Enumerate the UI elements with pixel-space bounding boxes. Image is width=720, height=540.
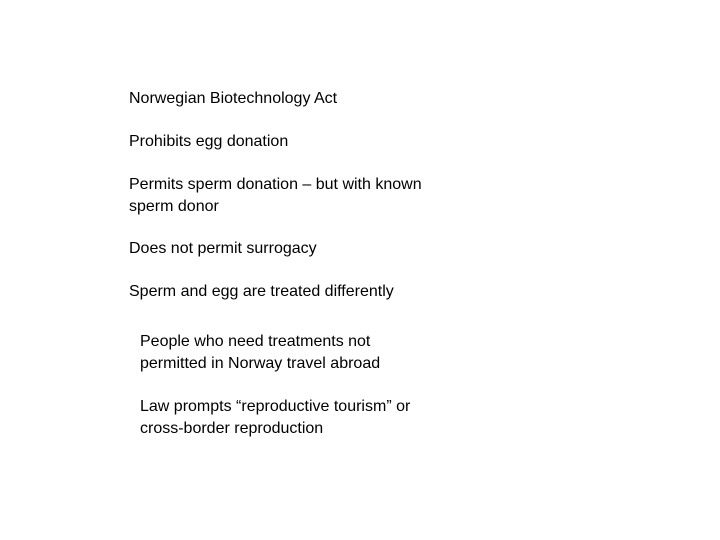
bullet-egg-donation bbox=[129, 131, 288, 153]
heading-biotechnology-act bbox=[129, 88, 337, 110]
bullet-sperm-donation bbox=[129, 174, 422, 218]
text-line: Sperm and egg are treated differently bbox=[129, 283, 394, 300]
bullet-surrogacy bbox=[129, 238, 317, 260]
bullet-treated-differently bbox=[129, 281, 394, 303]
text-line: cross-border reproduction bbox=[140, 420, 324, 437]
text-line: Law prompts “reproductive tourism” or bbox=[140, 398, 411, 415]
sub-bullet-travel-abroad bbox=[140, 331, 380, 375]
text-line: People who need treatments not bbox=[140, 333, 371, 350]
sub-bullet-reproductive-tourism bbox=[140, 396, 410, 440]
text-line: Norwegian Biotechnology Act bbox=[129, 90, 338, 107]
text-line: sperm donor bbox=[129, 198, 219, 215]
text-line: Does not permit surrogacy bbox=[129, 240, 317, 257]
text-line: permitted in Norway travel abroad bbox=[140, 355, 381, 372]
text-line: Permits sperm donation – but with known bbox=[129, 176, 422, 193]
text-line: Prohibits egg donation bbox=[129, 133, 289, 150]
